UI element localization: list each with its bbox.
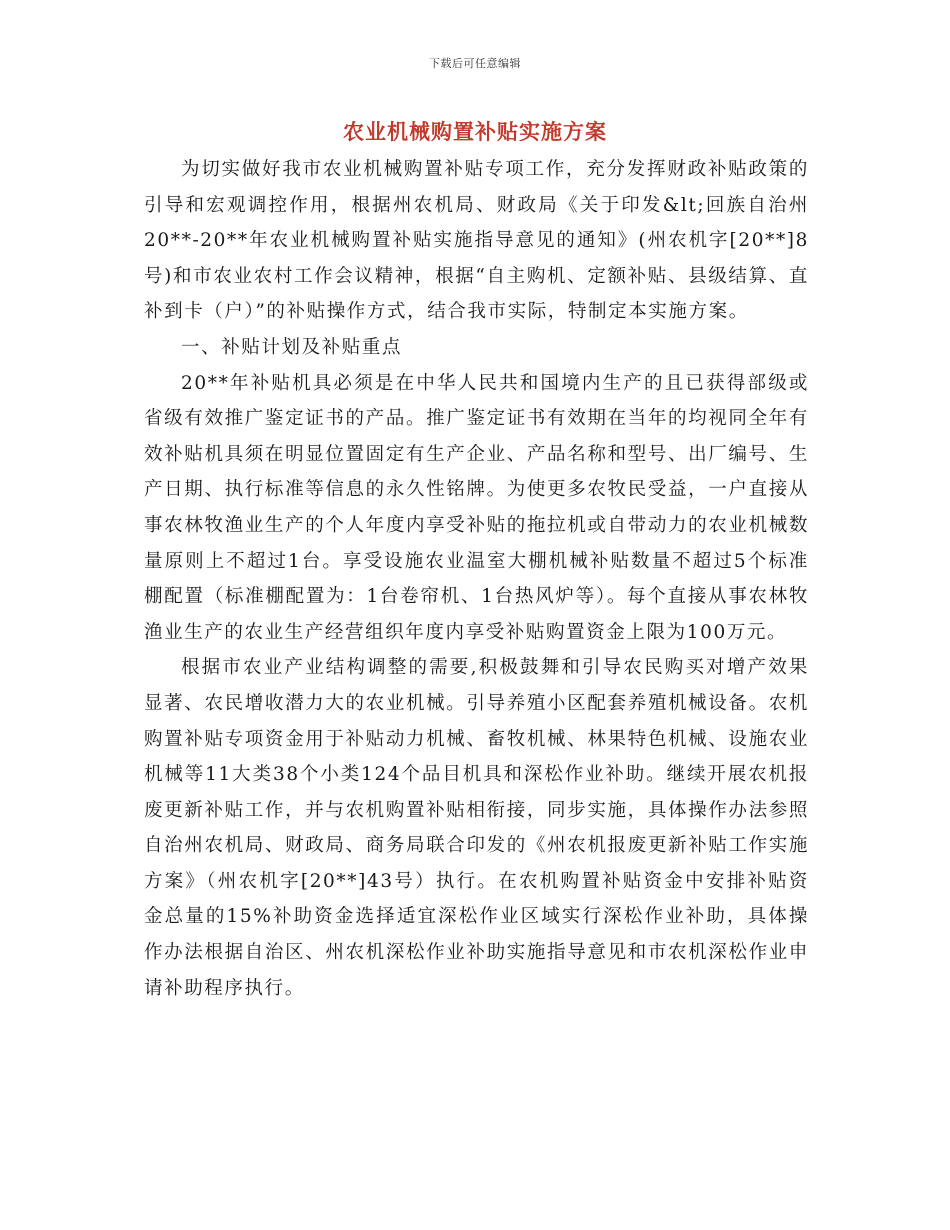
paragraph-subsidy-machinery: 20**年补贴机具必须是在中华人民共和国境内生产的且已获得部级或省级有效推广鉴定证书的产品。推广鉴定证书有效期在当年的均视同全年有效补贴机具须在明显位置固定有生产企业、产品名称和型号、出厂编号、生产日期、执行标准等信息的永久性铭牌。为使更多农牧民受益，一户直接从事农林牧渔业生产的个人年度内享受补贴的拖拉机或自带动力的农业机械数量原则上不超过1台。享受设施农业温室大棚机械补贴数量不超过5个标准棚配置（标准棚配置为：1台卷帘机、1台热风炉等）。每个直接从事农林牧渔业生产的农业生产经营组织年度内享受补贴购置资金上限为100万元。 bbox=[144, 372, 809, 643]
header-note: 下载后可任意编辑 bbox=[429, 57, 521, 70]
document-title: 农业机械购置补贴实施方案 bbox=[343, 119, 607, 144]
document-body bbox=[144, 152, 809, 1006]
section-heading-1: 一、补贴计划及补贴重点 bbox=[181, 336, 403, 358]
paragraph-intro: 为切实做好我市农业机械购置补贴专项工作，充分发挥财政补贴政策的引导和宏观调控作用，根据州农机局、财政局《关于印发&lt;回族自治州20**-20**年农业机械购置补贴实施指导意见的通知》(州农机字[20**]8号)和市农业农村工作会议精神，根据“自主购机、定额补贴、县级结算、直补到卡（户）”的补贴操作方式，结合我市实际，特制定本实施方案。 bbox=[144, 159, 809, 323]
paragraph-structure-adjustment: 根据市农业产业结构调整的需要,积极鼓舞和引导农民购买对增产效果显著、农民增收潜力大的农业机械。引导养殖小区配套养殖机械设备。农机购置补贴专项资金用于补贴动力机械、畜牧机械、林果特色机械、设施农业机械等11大类38个小类124个品目机具和深松作业补助。继续开展农机报废更新补贴工作，并与农机购置补贴相衔接，同步实施，具体操作办法参照自治州农机局、财政局、商务局联合印发的《州农机报废更新补贴工作实施方案》（州农机字[20**]43号）执行。在农机购置补贴资金中安排补贴资金总量的15%补助资金选择适宜深松作业区域实行深松作业补助，具体操作办法根据自治区、州农机深松作业补助实施指导意见和市农机深松作业申请补助程序执行。 bbox=[144, 657, 809, 999]
